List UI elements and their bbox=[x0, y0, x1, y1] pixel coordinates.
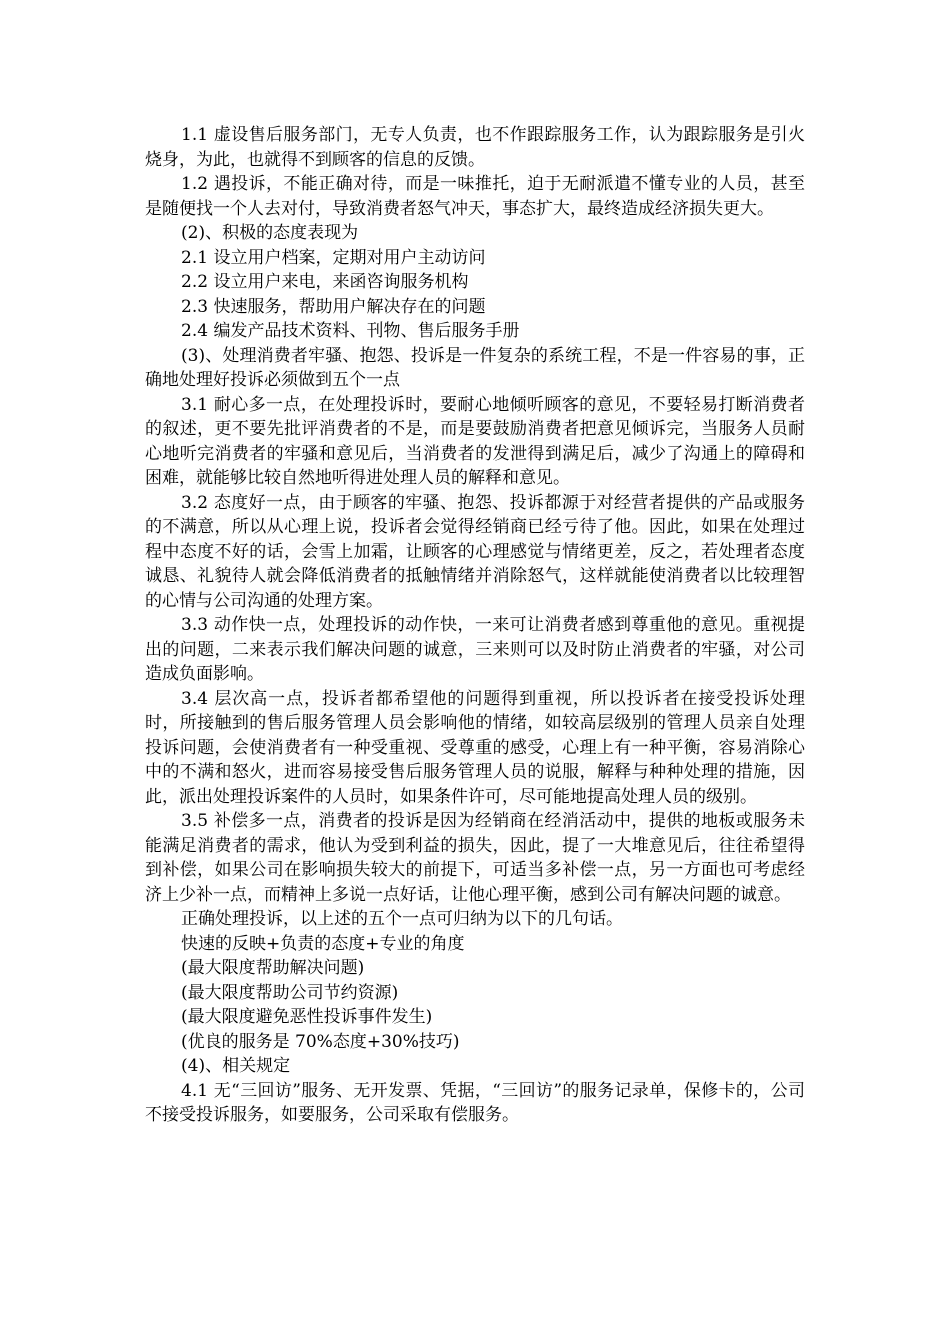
paragraph-4-1: 4.1 无“三回访”服务、无开发票、凭据，“三回访”的服务记录单，保修卡的，公司不接受投诉服务，如要服务，公司采取有偿服务。 bbox=[145, 1080, 805, 1125]
paragraph-3-5: 3.5 补偿多一点，消费者的投诉是因为经销商在经消活动中，提供的地板或服务未能满足消费者的需求，他认为受到利益的损失，因此，提了一大堆意见后，往往希望得到补偿，如果公司在影响损失较大的前提下，可适当多补偿一点，另一方面也可考虑经济上少补一点，而精神上多说一点好话，让他心理平衡，感到公司有解决问题的诚意。 bbox=[145, 811, 805, 905]
formula-note-1: (最大限度帮助解决问题) bbox=[181, 958, 365, 978]
section-heading-2: (2)、积极的态度表现为 bbox=[181, 223, 359, 243]
paragraph-3-4: 3.4 层次高一点，投诉者都希望他的问题得到重视，所以投诉者在接受投诉处理时，所接触到的售后服务管理人员会影响他的情绪，如较高层级别的管理人员亲自处理投诉问题，会使消费者有一种受重视、受尊重的感受，心理上有一种平衡，容易消除心中的不满和怒火，进而容易接受售后服务管理人员的说服，解释与种种处理的措施，因此，派出处理投诉案件的人员时，如果条件许可，尽可能地提高处理人员的级别。 bbox=[145, 688, 805, 807]
paragraph-1-1: 1.1 虚设售后服务部门，无专人负责，也不作跟踪服务工作，认为跟踪服务是引火烧身，为此，也就得不到顾客的信息的反馈。 bbox=[145, 125, 805, 170]
formula-note-2: (最大限度帮助公司节约资源) bbox=[181, 982, 399, 1003]
section-heading-4: (4)、相关规定 bbox=[181, 1056, 291, 1076]
formula-note-3: (最大限度避免恶性投诉事件发生) bbox=[181, 1007, 433, 1027]
summary-line: 正确处理投诉，以上述的五个一点可归纳为以下的几句话。 bbox=[181, 909, 623, 929]
section-heading-3: (3)、处理消费者牢骚、抱怨、投诉是一件复杂的系统工程，不是一件容易的事，正确地处理好投诉必须做到五个一点 bbox=[145, 345, 805, 390]
document-body bbox=[145, 123, 805, 1128]
paragraph-3-1: 3.1 耐心多一点，在处理投诉时，要耐心地倾听顾客的意见，不要轻易打断消费者的叙述，更不要先批评消费者的不是，而是要鼓励消费者把意见倾诉完，当服务人员耐心地听完消费者的牢骚和意见后，当消费者的发泄得到满足后，减少了沟通上的障碍和困难，就能够比较自然地听得进处理人员的解释和意见。 bbox=[145, 394, 805, 488]
paragraph-2-3: 2.3 快速服务，帮助用户解决存在的问题 bbox=[181, 296, 486, 317]
paragraph-2-2: 2.2 设立用户来电，来函咨询服务机构 bbox=[181, 272, 469, 292]
paragraph-2-4: 2.4 编发产品技术资料、刊物、售后服务手册 bbox=[181, 321, 520, 341]
paragraph-3-2: 3.2 态度好一点，由于顾客的牢骚、抱怨、投诉都源于对经营者提供的产品或服务的不满意，所以从心理上说，投诉者会觉得经销商已经亏待了他。因此，如果在处理过程中态度不好的话，会雪上加霜，让顾客的心理感觉与情绪更差，反之，若处理者态度诚恳、礼貌待人就会降低消费者的抵触情绪并消除怒气，这样就能使消费者以比较理智的心情与公司沟通的处理方案。 bbox=[145, 492, 805, 611]
formula-line: 快速的反映+负责的态度+专业的角度 bbox=[181, 933, 465, 954]
formula-note-4: (优良的服务是 70%态度+30%技巧) bbox=[181, 1031, 460, 1052]
paragraph-3-3: 3.3 动作快一点，处理投诉的动作快，一来可让消费者感到尊重他的意见。重视提出的问题，二来表示我们解决问题的诚意，三来则可以及时防止消费者的牢骚，对公司造成负面影响。 bbox=[145, 615, 805, 684]
paragraph-2-1: 2.1 设立用户档案，定期对用户主动访问 bbox=[181, 247, 486, 268]
paragraph-1-2: 1.2 遇投诉，不能正确对待，而是一味推托，迫于无耐派遣不懂专业的人员，甚至是随便找一个人去对付，导致消费者怒气冲天，事态扩大，最终造成经济损失更大。 bbox=[145, 174, 805, 219]
